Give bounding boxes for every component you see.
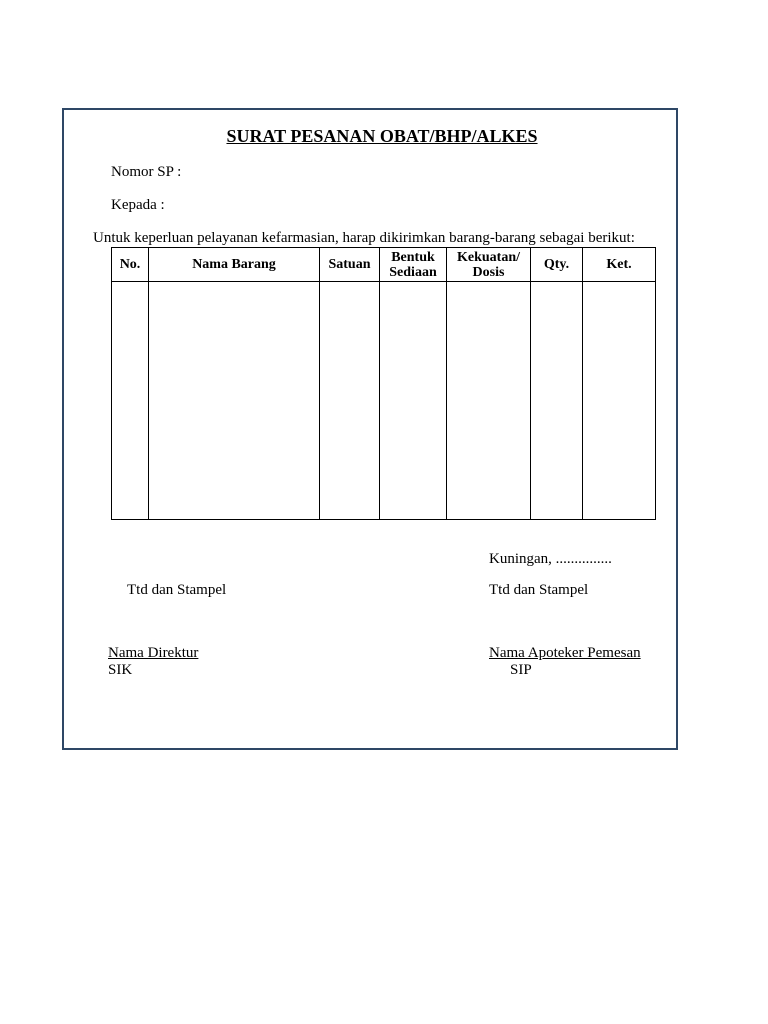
left-signature-label: Ttd dan Stampel xyxy=(127,582,227,598)
header-qty: Qty. xyxy=(531,248,583,282)
kepada-label: Kepada : xyxy=(111,197,165,213)
table-header-row xyxy=(112,248,656,282)
intro-text: Untuk keperluan pelayanan kefarmasian, harap dikirimkan barang-barang sebagai berikut: xyxy=(93,230,635,246)
header-ket: Ket. xyxy=(583,248,656,282)
cell-no xyxy=(112,282,149,520)
nomor-sp-label: Nomor SP : xyxy=(111,164,182,180)
cell-qty xyxy=(531,282,583,520)
order-table xyxy=(111,247,656,520)
cell-ket xyxy=(583,282,656,520)
header-kekuatan-dosis: Kekuatan/ Dosis xyxy=(447,248,531,282)
director-sik: SIK xyxy=(108,662,133,678)
header-satuan: Satuan xyxy=(320,248,380,282)
header-no: No. xyxy=(112,248,149,282)
pharmacist-name: Nama Apoteker Pemesan xyxy=(489,645,641,661)
form-title: SURAT PESANAN OBAT/BHP/ALKES xyxy=(226,126,538,146)
pharmacist-sip: SIP xyxy=(510,662,532,678)
cell-satuan xyxy=(320,282,380,520)
table-row xyxy=(112,282,656,520)
cell-kekuatan-dosis xyxy=(447,282,531,520)
place-date: Kuningan, ............... xyxy=(489,551,612,567)
header-nama-barang: Nama Barang xyxy=(149,248,320,282)
header-bentuk-sediaan: Bentuk Sediaan xyxy=(380,248,447,282)
director-name: Nama Direktur xyxy=(108,645,199,661)
right-signature-label: Ttd dan Stampel xyxy=(489,582,589,598)
cell-bentuk-sediaan xyxy=(380,282,447,520)
cell-nama-barang xyxy=(149,282,320,520)
